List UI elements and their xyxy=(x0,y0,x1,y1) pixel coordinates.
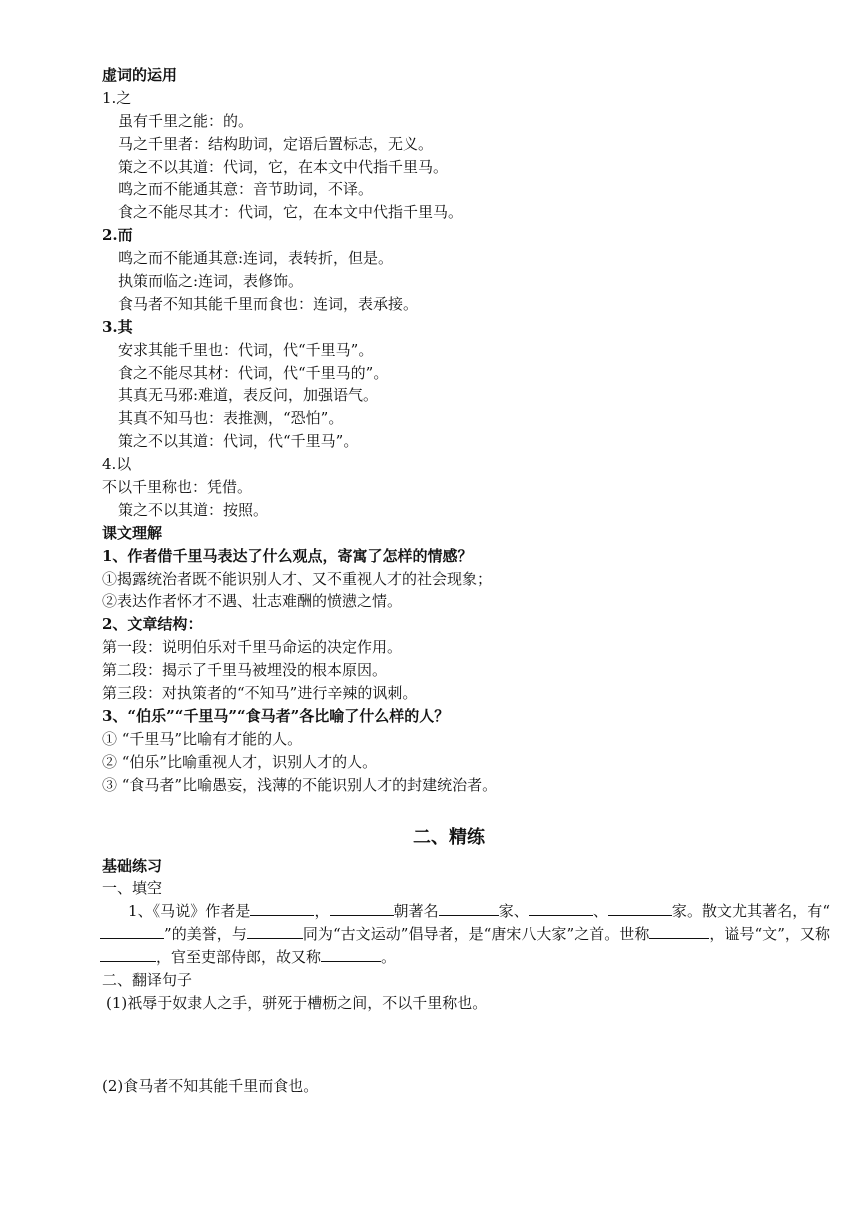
answer-line: ③ “食马者”比喻愚妄，浅薄的不能识别人才的封建统治者。 xyxy=(102,775,498,794)
blank-reputation[interactable] xyxy=(100,923,164,939)
answer-line: 第三段：对执策者的“不知马”进行辛辣的讽刺。 xyxy=(102,684,418,703)
part-title-translate: 二、翻译句子 xyxy=(102,971,193,989)
blank-field-2[interactable] xyxy=(529,900,593,916)
fill-text: 家、 xyxy=(498,902,529,921)
item-title: 2.而 xyxy=(102,226,133,245)
item-line: 食之不能尽其才：代词，它，在本文中代指千里马。 xyxy=(118,203,464,222)
blank-dynasty[interactable] xyxy=(330,900,394,916)
blank-peer[interactable] xyxy=(247,923,303,939)
question-3: 3、“伯乐”“千里马”“食马者”各比喻了什么样的人？ xyxy=(102,706,450,725)
answer-line: ②表达作者怀才不遇、壮志难酬的愤懑之情。 xyxy=(102,592,403,611)
item-line: 马之千里者：结构助词，定语后置标志，无义。 xyxy=(118,134,434,153)
fill-text: 1、《马说》作者是 xyxy=(128,902,251,921)
fill-text: ，谥号“文”，又称 xyxy=(709,925,830,944)
fill-text: ”的美誉，与 xyxy=(164,925,247,944)
answer-line: ①揭露统治者既不能识别人才、又不重视人才的社会现象； xyxy=(102,569,493,588)
item-title: 1.之 xyxy=(102,88,132,107)
fill-text: 同为“古文运动”倡导者，是“唐宋八大家”之首。世称 xyxy=(302,925,650,944)
item-line: 策之不以其道：代词，它，在本文中代指千里马。 xyxy=(118,157,449,176)
item-line: 鸣之而不能通其意：音节助词，不译。 xyxy=(118,180,374,199)
item-line: 不以千里称也：凭借。 xyxy=(102,478,253,497)
section-heading-function-words: 虚词的运用 xyxy=(102,66,178,84)
answer-space[interactable] xyxy=(102,1015,802,1075)
section-heading-understanding: 课文理解 xyxy=(102,523,163,542)
blank-field-3[interactable] xyxy=(608,900,672,916)
fill-blank-paragraph xyxy=(100,900,830,969)
blank-title-2[interactable] xyxy=(100,946,156,962)
blank-title-1[interactable] xyxy=(649,923,709,939)
answer-line: ① “千里马”比喻有才能的人。 xyxy=(102,729,303,748)
item-line: 食之不能尽其材：代词，代“千里马的”。 xyxy=(118,363,389,382)
item-line: 安求其能千里也：代词，代“千里马”。 xyxy=(118,340,374,359)
question-1: 1、作者借千里马表达了什么观点，寄寓了怎样的情感？ xyxy=(102,546,473,565)
answer-line: 第一段：说明伯乐对千里马命运的决定作用。 xyxy=(102,638,403,657)
fill-text: 家。散文尤其著名，有“ xyxy=(671,902,830,921)
item-line: 其真不知马也：表推测，“恐怕”。 xyxy=(118,409,344,428)
question-2: 2、文章结构： xyxy=(102,615,203,634)
item-line: 虽有千里之能：的。 xyxy=(118,111,254,130)
item-line: 食马者不知其能千里而食也：连词，表承接。 xyxy=(118,294,419,313)
item-title: 3.其 xyxy=(102,317,133,336)
fill-text: 、 xyxy=(592,902,608,921)
translate-sentence-1: (1)祇辱于奴隶人之手，骈死于槽枥之间，不以千里称也。 xyxy=(106,993,488,1012)
item-line: 鸣之而不能通其意:连词，表转折，但是。 xyxy=(118,249,394,268)
translate-sentence-2: (2)食马者不知其能千里而食也。 xyxy=(102,1076,319,1095)
blank-field-1[interactable] xyxy=(439,900,499,916)
blank-author[interactable] xyxy=(250,900,314,916)
part-title-fill: 一、填空 xyxy=(102,879,163,898)
item-line: 策之不以其道：按照。 xyxy=(118,500,269,519)
answer-line: 第二段：揭示了千里马被埋没的根本原因。 xyxy=(102,661,388,680)
fill-text: 。 xyxy=(381,948,397,967)
fill-text: ，官至吏部侍郎，故又称 xyxy=(156,948,322,967)
item-title: 4.以 xyxy=(102,455,132,474)
document-page xyxy=(102,64,830,1098)
item-line: 执策而临之:连词，表修饰。 xyxy=(118,272,304,291)
fill-text: 朝著名 xyxy=(393,902,439,921)
fill-text: ， xyxy=(314,902,330,921)
subheading-basic-practice: 基础练习 xyxy=(102,856,163,875)
answer-line: ② “伯乐”比喻重视人才，识别人才的人。 xyxy=(102,752,378,771)
item-line: 其真无马邪:难道，表反问，加强语气。 xyxy=(118,386,379,405)
item-line: 策之不以其道：代词，代“千里马”。 xyxy=(118,432,359,451)
blank-title-3[interactable] xyxy=(321,946,381,962)
section-heading-practice: 二、精练 xyxy=(413,826,485,848)
